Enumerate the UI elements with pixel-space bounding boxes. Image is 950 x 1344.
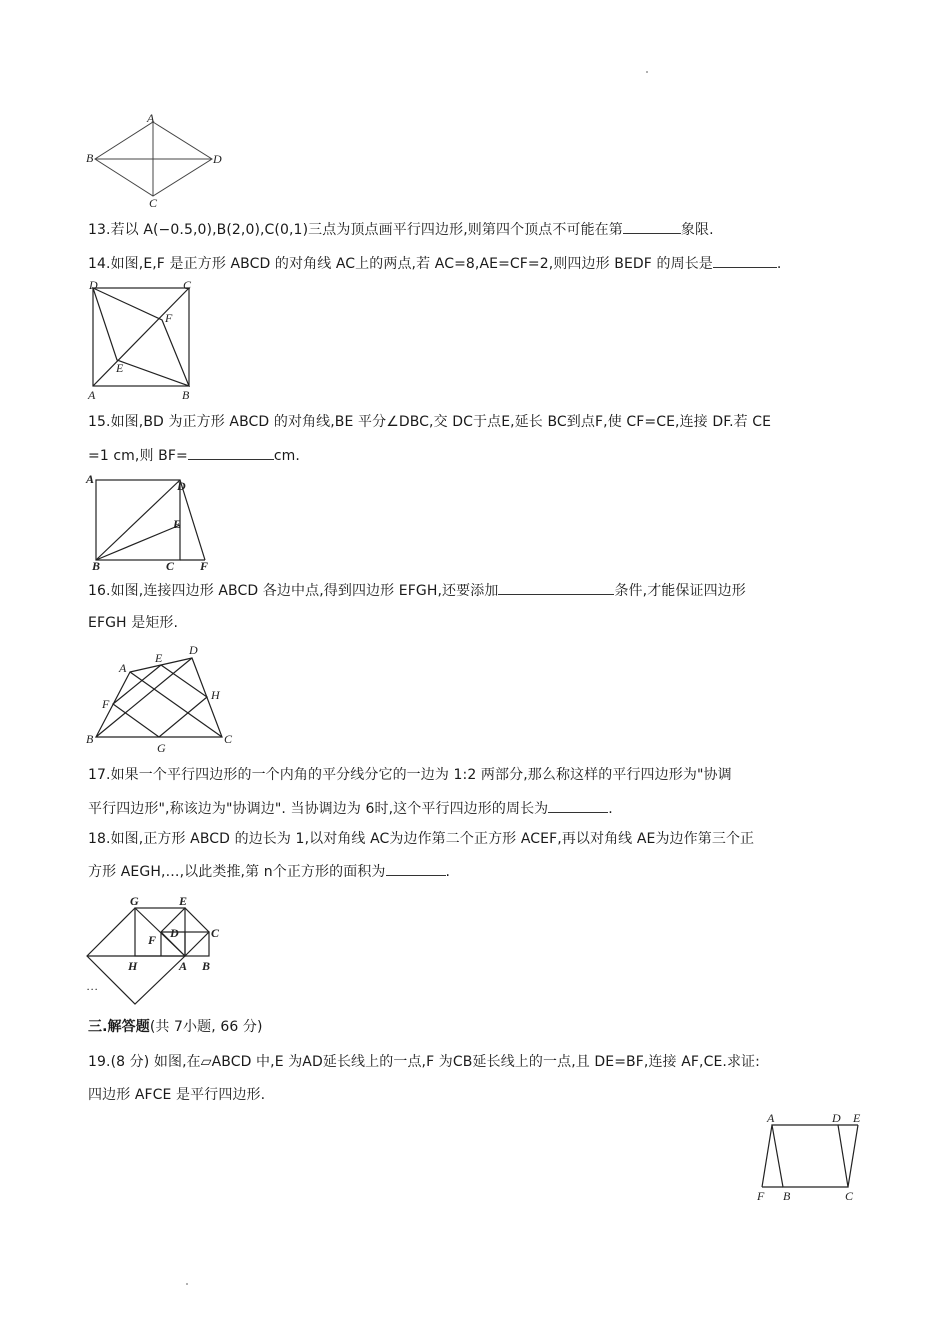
label-d: D <box>213 152 222 166</box>
question-16-line-1 <box>88 580 746 601</box>
question-15-line-2 <box>88 445 300 466</box>
label-h: H <box>211 688 220 702</box>
segment-af <box>762 1125 772 1187</box>
q17-text-end: . <box>608 801 613 817</box>
question-17-line-2 <box>88 798 613 819</box>
label-a: A <box>86 472 95 486</box>
q13-text-end: 象限. <box>680 222 714 238</box>
question-15-line-1 <box>88 412 771 432</box>
q16-text-end: 条件,才能保证四边形 <box>614 583 746 599</box>
question-19-line-2 <box>88 1085 265 1105</box>
q19-figure <box>752 1108 872 1208</box>
q13-answer-blank[interactable] <box>623 219 681 234</box>
q14-text: 14.如图,E,F 是正方形 ABCD 的对角线 AC上的两点,若 AC=8,AE=CF=2,则四边形 BEDF 的周长是 <box>88 256 713 272</box>
label-a: A <box>179 959 188 973</box>
q16-text: 16.如图,连接四边形 ABCD 各边中点,得到四边形 EFGH,还要添加 <box>88 583 499 599</box>
section-3-heading <box>88 1017 263 1037</box>
q18-text-2: 方形 AEGH,…,以此类推,第 n个正方形的面积为 <box>88 864 386 880</box>
label-a: A <box>767 1111 775 1125</box>
label-d: D <box>89 278 98 292</box>
label-c: C <box>211 926 220 940</box>
label-a: A <box>147 111 155 125</box>
diagonal-ac <box>130 672 222 737</box>
section-3-note: (共 7小题, 66 分) <box>149 1019 263 1035</box>
q18-answer-blank[interactable] <box>386 861 446 876</box>
label-e: E <box>179 894 188 908</box>
question-17-line-1 <box>88 765 732 785</box>
label-f: F <box>102 697 110 711</box>
parallelogram-abcd <box>772 1125 848 1187</box>
question-13 <box>88 219 714 240</box>
label-h: H <box>128 959 138 973</box>
q15-text-2: =1 cm,则 BF= <box>88 448 188 464</box>
label-f: F <box>757 1189 765 1203</box>
q14-figure <box>84 278 204 406</box>
label-g: G <box>157 741 166 755</box>
ellipsis-text: … <box>87 979 98 993</box>
label-g: G <box>130 894 139 908</box>
diagonal-ac <box>93 288 189 386</box>
label-c: C <box>224 732 233 746</box>
q14-answer-blank[interactable] <box>713 253 777 268</box>
question-16-line-2 <box>88 613 178 633</box>
q15-answer-blank[interactable] <box>188 445 274 460</box>
label-b: B <box>92 559 101 573</box>
diagonal-bd <box>96 658 192 737</box>
label-d: D <box>832 1111 841 1125</box>
q18-text-end: . <box>445 864 451 880</box>
quadrilateral-efgh <box>113 665 207 737</box>
label-c: C <box>149 196 158 210</box>
label-f: F <box>200 559 209 573</box>
question-14 <box>88 253 781 274</box>
label-e: E <box>173 517 182 531</box>
label-f: F <box>148 933 157 947</box>
label-b: B <box>86 732 94 746</box>
label-b: B <box>86 151 94 165</box>
label-c: C <box>183 278 192 292</box>
label-b: B <box>182 388 190 402</box>
label-d: D <box>189 643 198 657</box>
q17-text: 17.如果一个平行四边形的一个内角的平分线分它的一边为 1:2 两部分,那么称这样的平行四边形为"协调 <box>88 767 732 783</box>
question-18-line-1 <box>88 829 754 849</box>
label-b: B <box>783 1189 791 1203</box>
label-b: B <box>202 959 211 973</box>
q19-text: 19.(8 分) 如图,在▱ABCD 中,E 为AD延长线上的一点,F 为CB延长线上的一点,且 DE=BF,连接 AF,CE.求证: <box>88 1054 760 1070</box>
q18-text: 18.如图,正方形 ABCD 的边长为 1,以对角线 AC为边作第二个正方形 ACEF,再以对角线 AE为边作第三个正 <box>88 831 755 847</box>
label-a: A <box>88 388 96 402</box>
label-e: E <box>853 1111 861 1125</box>
q13-text: 13.若以 A(−0.5,0),B(2,0),C(0,1)三点为顶点画平行四边形,则第四个顶点不可能在第 <box>88 222 623 238</box>
q15-figure <box>84 472 224 572</box>
q17-answer-blank[interactable] <box>548 798 608 813</box>
rhombus-figure <box>84 112 234 212</box>
label-d: D <box>177 479 186 493</box>
scan-speck <box>186 1283 188 1285</box>
q15-text: 15.如图,BD 为正方形 ABCD 的对角线,BE 平分∠DBC,交 DC于点E,延长 BC到点F,使 CF=CE,连接 DF.若 CE <box>88 414 772 430</box>
bisector-be <box>96 525 180 560</box>
label-d: D <box>170 926 179 940</box>
q15-text-end: cm. <box>273 448 300 464</box>
label-c: C <box>166 559 175 573</box>
question-19-line-1 <box>88 1052 760 1072</box>
q16-text-2: EFGH 是矩形. <box>88 615 179 631</box>
label-e: E <box>116 361 124 375</box>
diagonal-bd <box>96 480 180 560</box>
scan-speck <box>646 71 648 73</box>
q19-text-2: 四边形 AFCE 是平行四边形. <box>88 1087 266 1103</box>
label-f: F <box>165 311 173 325</box>
q17-text-2: 平行四边形",称该边为"协调边". 当协调边为 6时,这个平行四边形的周长为 <box>88 801 549 817</box>
segment-ce <box>848 1125 858 1187</box>
question-18-line-2 <box>88 861 450 882</box>
q14-text-end: . <box>776 256 782 272</box>
label-e: E <box>155 651 163 665</box>
section-3-title: 三.解答题 <box>88 1019 150 1035</box>
label-c: C <box>845 1189 854 1203</box>
label-a: A <box>119 661 127 675</box>
quadrilateral-abcd <box>96 658 222 737</box>
q18-figure <box>84 890 234 1010</box>
q16-answer-blank[interactable] <box>498 580 614 595</box>
q16-figure <box>84 640 244 760</box>
